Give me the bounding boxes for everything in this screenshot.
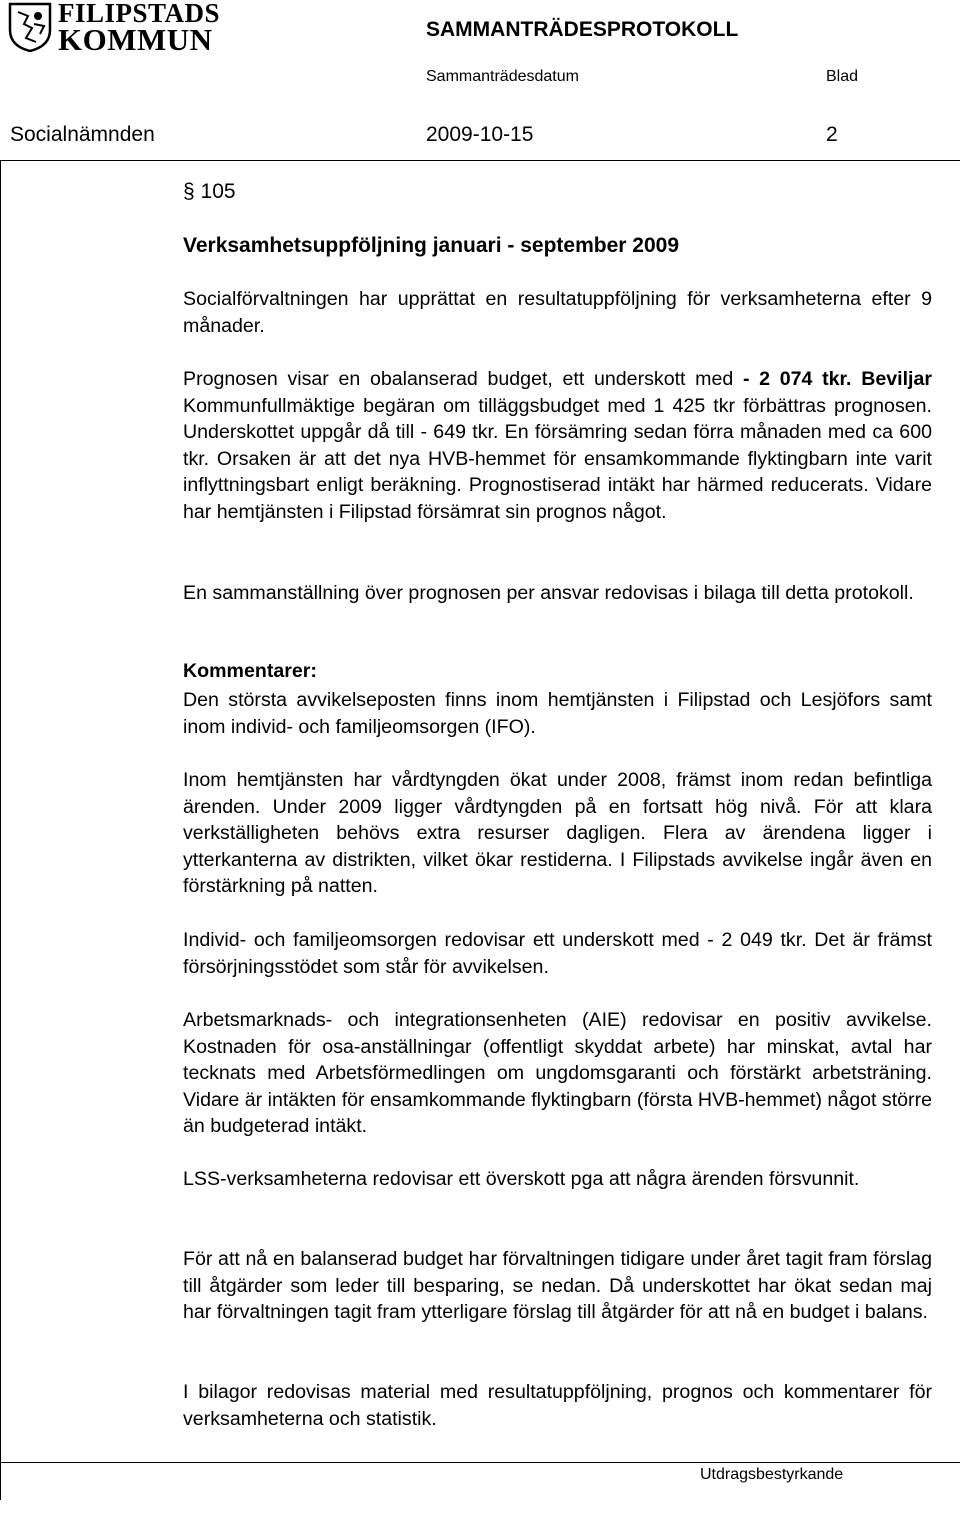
paragraph-intro: Socialförvaltningen har upprättat en resultatuppföljning för verksamheterna efter 9 månader. xyxy=(183,288,932,337)
prognosis-deficit: - 2 074 tkr. xyxy=(742,368,852,390)
logo-text-line1: FILIPSTADS xyxy=(58,0,221,28)
certification-label: Utdragsbestyrkande xyxy=(700,1466,844,1483)
section-title: Verksamhetsuppföljning januari - september 2009 xyxy=(183,234,679,257)
document-type-title: SAMMANTRÄDESPROTOKOLL xyxy=(426,18,739,41)
paragraph-deviation: Den största avvikelseposten finns inom hemtjänsten i Filipstad och Lesjöfors samt inom individ- och familjeomsorgen (IFO). xyxy=(183,689,932,738)
frame-left-line xyxy=(0,160,1,1500)
paragraph-lss: LSS-verksamheterna redovisar ett överskott pga att några ärenden försvunnit. xyxy=(183,1168,860,1190)
paragraph-attachments: I bilagor redovisas material med resultatuppföljning, prognos och kommentarer för verksamheterna och statistik. xyxy=(183,1381,932,1430)
paragraph-prognosis xyxy=(183,366,932,525)
paragraph-ifo: Individ- och familjeomsorgen redovisar ett underskott med - 2 049 tkr. Det är främst försörjningsstödet som står för avvikelsen. xyxy=(183,929,932,978)
prognosis-text-end: Kommunfullmäktige begäran om tilläggsbudget med 1 425 tkr förbättras prognosen. Underskottet uppgår då till - 649 tkr. En försämring sedan förra månaden med ca 600 tkr. Orsaken är att det nya HVB-hemmet för ensamkommande flyktingbarn inte varit inflyttningsbart enligt beräkning. Prognostiserad intäkt har härmed reducerats. Vidare har hemtjänsten i Filipstad försämrat sin prognos något. xyxy=(183,394,932,523)
frame-top-line xyxy=(0,160,960,161)
frame-bottom-line xyxy=(0,1462,960,1463)
paragraph-aie: Arbetsmarknads- och integrationsenheten (AIE) redovisar en positiv avvikelse. Kostnaden för osa-anställningar (offentligt skyddat arbete) har minskat, avtal har tecknats med Arbetsförmedlingen om ungdomsgaranti och förstärkt arbetsträning. Vidare är intäkten för ensamkommande flyktingbarn (första HVB-hemmet) något större än budgeterad intäkt. xyxy=(183,1009,932,1137)
prognosis-beviljar: Beviljar xyxy=(861,368,932,390)
page-number: 2 xyxy=(826,123,838,146)
board-name: Socialnämnden xyxy=(10,123,155,146)
section-number: § 105 xyxy=(183,180,236,203)
logo-text-line2: KOMMUN xyxy=(58,22,213,57)
comments-heading: Kommentarer: xyxy=(183,660,317,682)
page-label: Blad xyxy=(826,68,859,85)
meeting-date-label: Sammanträdesdatum xyxy=(426,68,579,85)
prognosis-text-gap xyxy=(852,368,862,390)
meeting-date: 2009-10-15 xyxy=(426,123,534,146)
coat-of-arms-icon xyxy=(8,2,52,52)
paragraph-home-care: Inom hemtjänsten har vårdtyngden ökat under 2008, främst inom redan befintliga ärenden. Under 2009 ligger vårdtyngden på en fortsatt hög nivå. För att klara verkställigheten behövs extra resurser dagligen. Flera av ärendena ligger i ytterkanterna av distrikten, vilket ökar restiderna. I Filipstads avvikelse ingår även en förstärkning på natten. xyxy=(183,769,932,897)
paragraph-measures: För att nå en balanserad budget har förvaltningen tidigare under året tagit fram förslag till åtgärder som leder till besparing, se nedan. Då underskottet har ökat sedan maj har förvaltningen tagit fram ytterligare förslag till åtgärder för att nå en budget i balans. xyxy=(183,1248,932,1323)
prognosis-text-start: Prognosen visar en obalanserad budget, ett underskott med xyxy=(183,368,743,390)
municipality-logo xyxy=(8,0,221,57)
paragraph-summary: En sammanställning över prognosen per ansvar redovisas i bilaga till detta protokoll. xyxy=(183,582,914,604)
